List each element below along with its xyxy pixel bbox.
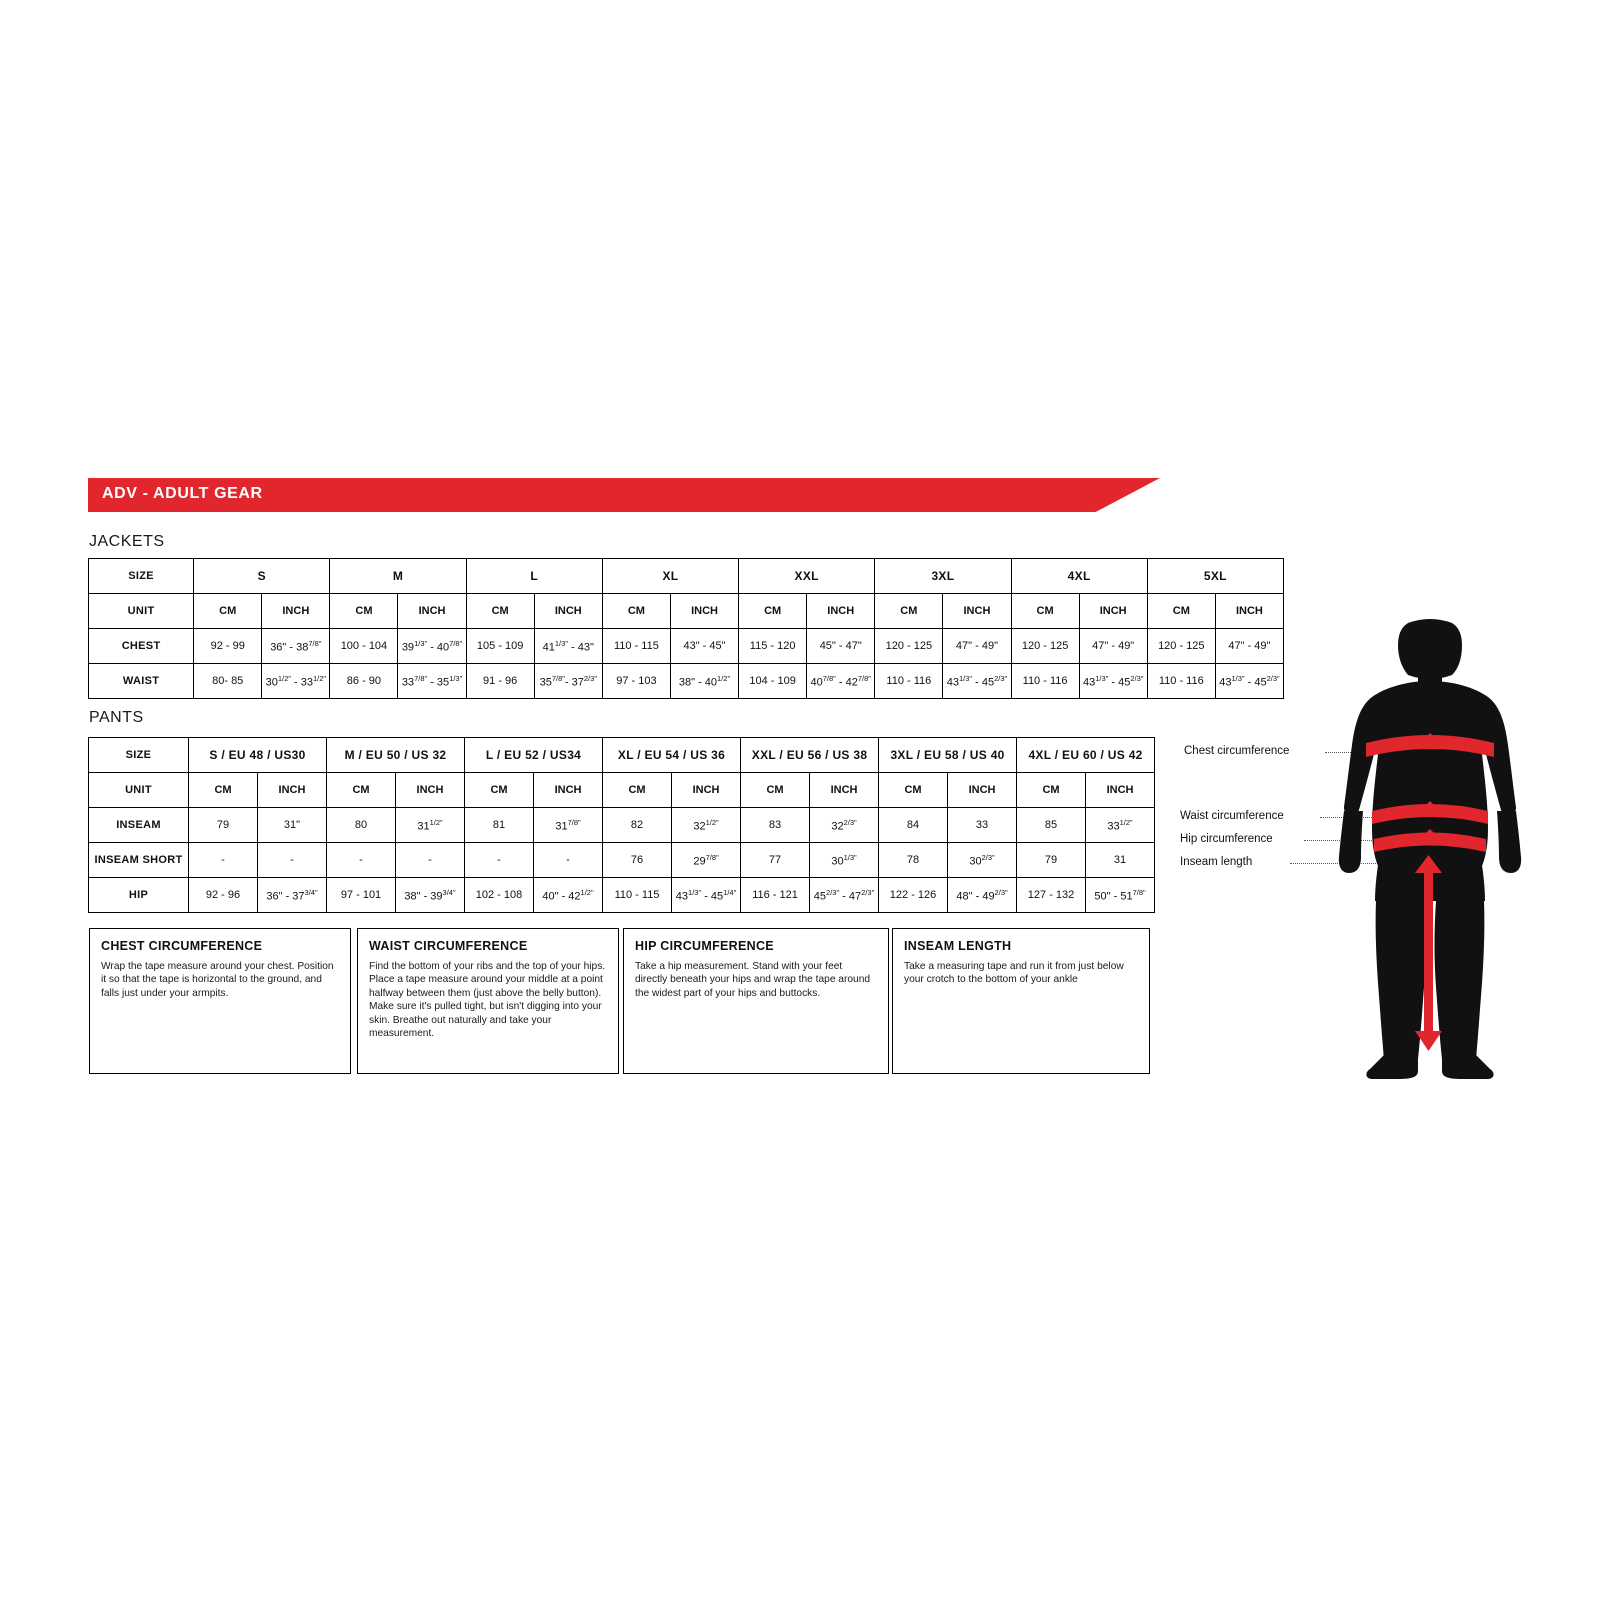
table-row: [89, 843, 1155, 878]
pants-size-table: [88, 737, 1155, 913]
callout-hip-circumference: Hip circumference: [1180, 833, 1273, 845]
measurement-cell: 110 - 115: [603, 878, 672, 913]
measurement-cell: 110 - 116: [1011, 664, 1079, 699]
unit-cell: INCH: [1086, 773, 1155, 808]
measurement-cell: 47" - 49": [1079, 629, 1147, 664]
jackets-size-table: [88, 558, 1284, 699]
measurement-cell: 115 - 120: [739, 629, 807, 664]
size-column-header: 4XL: [1011, 559, 1147, 594]
measurement-cell: 33: [948, 808, 1017, 843]
measurement-cell: 50" - $51^{7/8"}$: [1086, 878, 1155, 913]
measurement-cell: 91 - 96: [466, 664, 534, 699]
measurement-cell: 77: [741, 843, 810, 878]
table-row: [89, 808, 1155, 843]
size-column-header: 4XL / EU 60 / US 42: [1017, 738, 1155, 773]
info-box-title: WAIST CIRCUMFERENCE: [369, 939, 528, 953]
measurement-cell: 122 - 126: [879, 878, 948, 913]
measurement-cell: $43^{1/3"} - 45^{2/3"}$: [1215, 664, 1283, 699]
unit-cell: CM: [189, 773, 258, 808]
row-label-cell: WAIST: [89, 664, 194, 699]
unit-cell: CM: [602, 594, 670, 629]
measurement-cell: 78: [879, 843, 948, 878]
row-label-cell: HIP: [89, 878, 189, 913]
measurement-cell: 76: [603, 843, 672, 878]
unit-cell: CM: [466, 594, 534, 629]
measurement-cell: $32^{2/3"}$: [810, 808, 879, 843]
measurement-cell: 36" - $37^{3/4"}$: [258, 878, 327, 913]
measurement-cell: 97 - 103: [602, 664, 670, 699]
unit-header-cell: UNIT: [89, 594, 194, 629]
unit-cell: INCH: [807, 594, 875, 629]
measurement-cell: 31": [258, 808, 327, 843]
unit-cell: INCH: [948, 773, 1017, 808]
table-row: [89, 878, 1155, 913]
measurement-cell: 120 - 125: [875, 629, 943, 664]
measurement-cell: 82: [603, 808, 672, 843]
measurement-cell: 97 - 101: [327, 878, 396, 913]
size-column-header: L / EU 52 / US34: [465, 738, 603, 773]
size-header-cell: SIZE: [89, 738, 189, 773]
measurement-cell: $29^{7/8"}$: [672, 843, 741, 878]
unit-cell: INCH: [1079, 594, 1147, 629]
measurement-cell: 43" - 45": [670, 629, 738, 664]
measurement-cell: 92 - 96: [189, 878, 258, 913]
measurement-cell: 92 - 99: [194, 629, 262, 664]
measurement-cell: $31^{1/2"}$: [396, 808, 465, 843]
measurement-cell: $35^{7/8"}-$ $37^{2/3"}$: [534, 664, 602, 699]
info-box-body: Take a hip measurement. Stand with your feet directly beneath your hips and wrap the tape around the widest part of your hips and buttocks.: [635, 961, 871, 999]
unit-cell: INCH: [262, 594, 330, 629]
measurement-cell: 36" - $38^{7/8"}$: [262, 629, 330, 664]
info-box-body: Find the bottom of your ribs and the top of your hips. Place a tape measure around your middle at a point halfway between them (just above the belly button). Make sure it's pulled tight, but isn't digging into your skin. Breathe out naturally and take your measurement.: [369, 961, 606, 1040]
row-label-cell: CHEST: [89, 629, 194, 664]
measurement-cell: $30^{1/2"} - 33^{1/2"}$: [262, 664, 330, 699]
info-box-waist: [357, 928, 619, 1074]
size-column-header: XL / EU 54 / US 36: [603, 738, 741, 773]
unit-cell: INCH: [534, 773, 603, 808]
measurement-cell: 83: [741, 808, 810, 843]
size-column-header: 5XL: [1147, 559, 1283, 594]
measurement-cell: 38" - $40^{1/2"}$: [670, 664, 738, 699]
table-row: [89, 664, 1284, 699]
unit-cell: CM: [603, 773, 672, 808]
measurement-cell: 80: [327, 808, 396, 843]
info-box-inseam: [892, 928, 1150, 1074]
body-silhouette-icon: [1300, 615, 1560, 1085]
measurement-cell: -: [534, 843, 603, 878]
unit-cell: CM: [1017, 773, 1086, 808]
measurement-cell: $33^{1/2"}$: [1086, 808, 1155, 843]
pants-section-label: PANTS: [89, 709, 144, 726]
measurement-cell: 81: [465, 808, 534, 843]
unit-cell: INCH: [672, 773, 741, 808]
table-row: [89, 773, 1155, 808]
measurement-cell: 110 - 116: [1147, 664, 1215, 699]
size-column-header: 3XL / EU 58 / US 40: [879, 738, 1017, 773]
measurement-cell: 38" - $39^{3/4"}$: [396, 878, 465, 913]
measurement-cell: $30^{1/3"}$: [810, 843, 879, 878]
measurement-cell: $32^{1/2"}$: [672, 808, 741, 843]
unit-cell: CM: [465, 773, 534, 808]
measurement-cell: 40" - $42^{1/2"}$: [534, 878, 603, 913]
measurement-cell: 120 - 125: [1147, 629, 1215, 664]
callout-inseam-length: Inseam length: [1180, 856, 1253, 868]
measurement-cell: 45" - 47": [807, 629, 875, 664]
info-box-title: INSEAM LENGTH: [904, 939, 1012, 953]
banner: [88, 478, 1160, 512]
measurement-cell: $43^{1/3"} - 45^{2/3"}$: [1079, 664, 1147, 699]
banner-title: ADV - ADULT GEAR: [102, 485, 263, 502]
size-column-header: S: [194, 559, 330, 594]
measurement-cell: 47" - 49": [1215, 629, 1283, 664]
jackets-section-label: JACKETS: [89, 533, 165, 550]
measurement-cell: 85: [1017, 808, 1086, 843]
measurement-cell: 116 - 121: [741, 878, 810, 913]
measurement-cell: 110 - 116: [875, 664, 943, 699]
measurement-cell: -: [465, 843, 534, 878]
info-box-body: Wrap the tape measure around your chest. Position it so that the tape is horizontal to the ground, and falls just under your armpits.: [101, 961, 334, 999]
measurement-cell: -: [327, 843, 396, 878]
measurement-cell: 80- 85: [194, 664, 262, 699]
row-label-cell: INSEAM: [89, 808, 189, 843]
size-column-header: M / EU 50 / US 32: [327, 738, 465, 773]
unit-cell: CM: [194, 594, 262, 629]
measurement-cell: 79: [189, 808, 258, 843]
size-column-header: XXL: [739, 559, 875, 594]
measurement-cell: 47" - 49": [943, 629, 1011, 664]
measurement-cell: $39^{1/3"} - 40^{7/8"}$: [398, 629, 466, 664]
unit-cell: INCH: [670, 594, 738, 629]
measurement-cell: $40^{7/8"} - 42^{7/8"}$: [807, 664, 875, 699]
unit-cell: CM: [1147, 594, 1215, 629]
info-box-body: Take a measuring tape and run it from just below your crotch to the bottom of your ankle: [904, 961, 1124, 986]
measurement-cell: $43^{1/3"} - 45^{2/3"}$: [943, 664, 1011, 699]
measurement-cell: $33^{7/8"} - 35^{1/3"}$: [398, 664, 466, 699]
measurement-cell: 48" - $49^{2/3"}$: [948, 878, 1017, 913]
unit-cell: CM: [879, 773, 948, 808]
measurement-cell: 84: [879, 808, 948, 843]
measurement-cell: 120 - 125: [1011, 629, 1079, 664]
callout-waist-circumference: Waist circumference: [1180, 810, 1284, 822]
size-column-header: 3XL: [875, 559, 1011, 594]
unit-cell: INCH: [398, 594, 466, 629]
measurement-cell: $41^{1/3"} - 43$": [534, 629, 602, 664]
unit-cell: INCH: [810, 773, 879, 808]
table-row: [89, 559, 1284, 594]
measurement-cell: 104 - 109: [739, 664, 807, 699]
size-column-header: S / EU 48 / US30: [189, 738, 327, 773]
unit-cell: CM: [1011, 594, 1079, 629]
size-column-header: XXL / EU 56 / US 38: [741, 738, 879, 773]
measurement-cell: $31^{7/8"}$: [534, 808, 603, 843]
callout-chest-circumference: Chest circumference: [1184, 745, 1290, 757]
measurement-cell: $30^{2/3"}$: [948, 843, 1017, 878]
info-box-title: HIP CIRCUMFERENCE: [635, 939, 774, 953]
unit-cell: CM: [330, 594, 398, 629]
measurement-cell: 102 - 108: [465, 878, 534, 913]
size-column-header: M: [330, 559, 466, 594]
unit-header-cell: UNIT: [89, 773, 189, 808]
unit-cell: INCH: [1215, 594, 1283, 629]
unit-cell: INCH: [534, 594, 602, 629]
unit-cell: INCH: [258, 773, 327, 808]
measurement-cell: 86 - 90: [330, 664, 398, 699]
measurement-cell: 79: [1017, 843, 1086, 878]
table-row: [89, 738, 1155, 773]
measurement-cell: -: [258, 843, 327, 878]
measurement-cell: -: [396, 843, 465, 878]
info-box-chest: [89, 928, 351, 1074]
measurement-cell: 110 - 115: [602, 629, 670, 664]
size-header-cell: SIZE: [89, 559, 194, 594]
unit-cell: CM: [875, 594, 943, 629]
measurement-cell: 100 - 104: [330, 629, 398, 664]
table-row: [89, 629, 1284, 664]
measurement-figure: [1180, 615, 1580, 1095]
table-row: [89, 594, 1284, 629]
measurement-cell: -: [189, 843, 258, 878]
measurement-cell: 127 - 132: [1017, 878, 1086, 913]
unit-cell: INCH: [943, 594, 1011, 629]
unit-cell: CM: [739, 594, 807, 629]
measurement-cell: $43^{1/3"} - 45^{1/4"}$: [672, 878, 741, 913]
measurement-cell: 31: [1086, 843, 1155, 878]
row-label-cell: INSEAM SHORT: [89, 843, 189, 878]
unit-cell: INCH: [396, 773, 465, 808]
unit-cell: CM: [327, 773, 396, 808]
measurement-cell: 105 - 109: [466, 629, 534, 664]
info-box-hip: [623, 928, 889, 1074]
unit-cell: CM: [741, 773, 810, 808]
info-box-title: CHEST CIRCUMFERENCE: [101, 939, 263, 953]
size-column-header: L: [466, 559, 602, 594]
size-column-header: XL: [602, 559, 738, 594]
measurement-cell: $45^{2/3"} - 47^{2/3"}$: [810, 878, 879, 913]
